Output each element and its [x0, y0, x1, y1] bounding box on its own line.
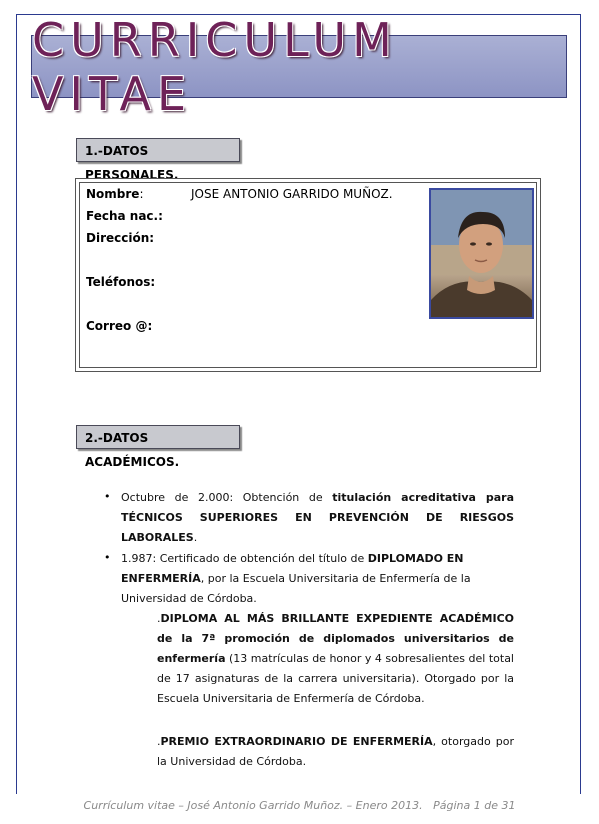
profile-photo — [429, 188, 534, 319]
page-footer — [0, 799, 599, 812]
footer-text: Currículum vitae – José Antonio Garrido Muñoz. – Enero 2013. — [83, 799, 423, 812]
correo-label: Correo @: — [86, 319, 153, 333]
section-header-personal: 1.-DATOS PERSONALES. — [76, 138, 240, 162]
bullet-2: • — [104, 551, 111, 564]
fecha-label: Fecha nac.: — [86, 209, 163, 223]
academic-subitem-2-dot: . — [157, 735, 161, 748]
bullet-1: • — [104, 490, 111, 503]
academic-subitem-1-text: (13 matrículas de honor y 4 sobresalientes del total de 17 asignaturas de la carrera universitaria). Otorgado por la Escuela Universitaria de Enfermería de Córdoba. — [157, 652, 514, 705]
title-banner — [31, 12, 567, 121]
academic-subitem-1-dot: . — [157, 612, 161, 625]
academic-subitem-2-bold: PREMIO EXTRAORDINARIO DE ENFERMERÍA — [160, 735, 433, 748]
academic-item-2 — [121, 549, 526, 609]
academic-subitem-2 — [157, 732, 514, 772]
academic-subitem-1-bold: DIPLOMA AL MÁS BRILLANTE EXPEDIENTE ACADÉMICO de la 7ª promoción de diplomados universitarios de enfermería — [157, 612, 514, 665]
nombre-colon: : — [139, 187, 144, 201]
academic-item-1-text-b: . — [193, 531, 198, 544]
nombre-value: JOSE ANTONIO GARRIDO MUÑOZ. — [191, 187, 393, 201]
academic-subitem-2-text: , otorgado por la Universidad de Córdoba. — [157, 735, 514, 768]
academic-subitem-1 — [157, 609, 514, 709]
telefonos-label: Teléfonos: — [86, 275, 156, 289]
nombre-label: Nombre — [86, 187, 140, 201]
academic-item-2-bold: DIPLOMADO EN ENFERMERÍA — [121, 552, 464, 585]
section-header-academic: 2.-DATOS ACADÉMICOS. — [76, 425, 240, 449]
academic-item-2-text-b: , por la Escuela Universitaria de Enfermería de la Universidad de Córdoba. — [121, 572, 471, 605]
academic-item-2-text-a: 1.987: Certificado de obtención del título de — [121, 552, 368, 565]
academic-item-1-bold: titulación acreditativa para TÉCNICOS SUPERIORES EN PREVENCIÓN DE RIESGOS LABORALES — [121, 491, 514, 544]
direccion-label: Dirección: — [86, 231, 155, 245]
academic-item-1 — [121, 488, 514, 548]
page-title: CURRICULUM VITAE — [32, 12, 398, 121]
footer-page-number: Página 1 de 31 — [433, 799, 516, 812]
academic-item-1-text-a: Octubre de 2.000: Obtención de — [121, 491, 333, 504]
portrait-image — [431, 190, 532, 317]
field-nombre — [86, 187, 143, 201]
